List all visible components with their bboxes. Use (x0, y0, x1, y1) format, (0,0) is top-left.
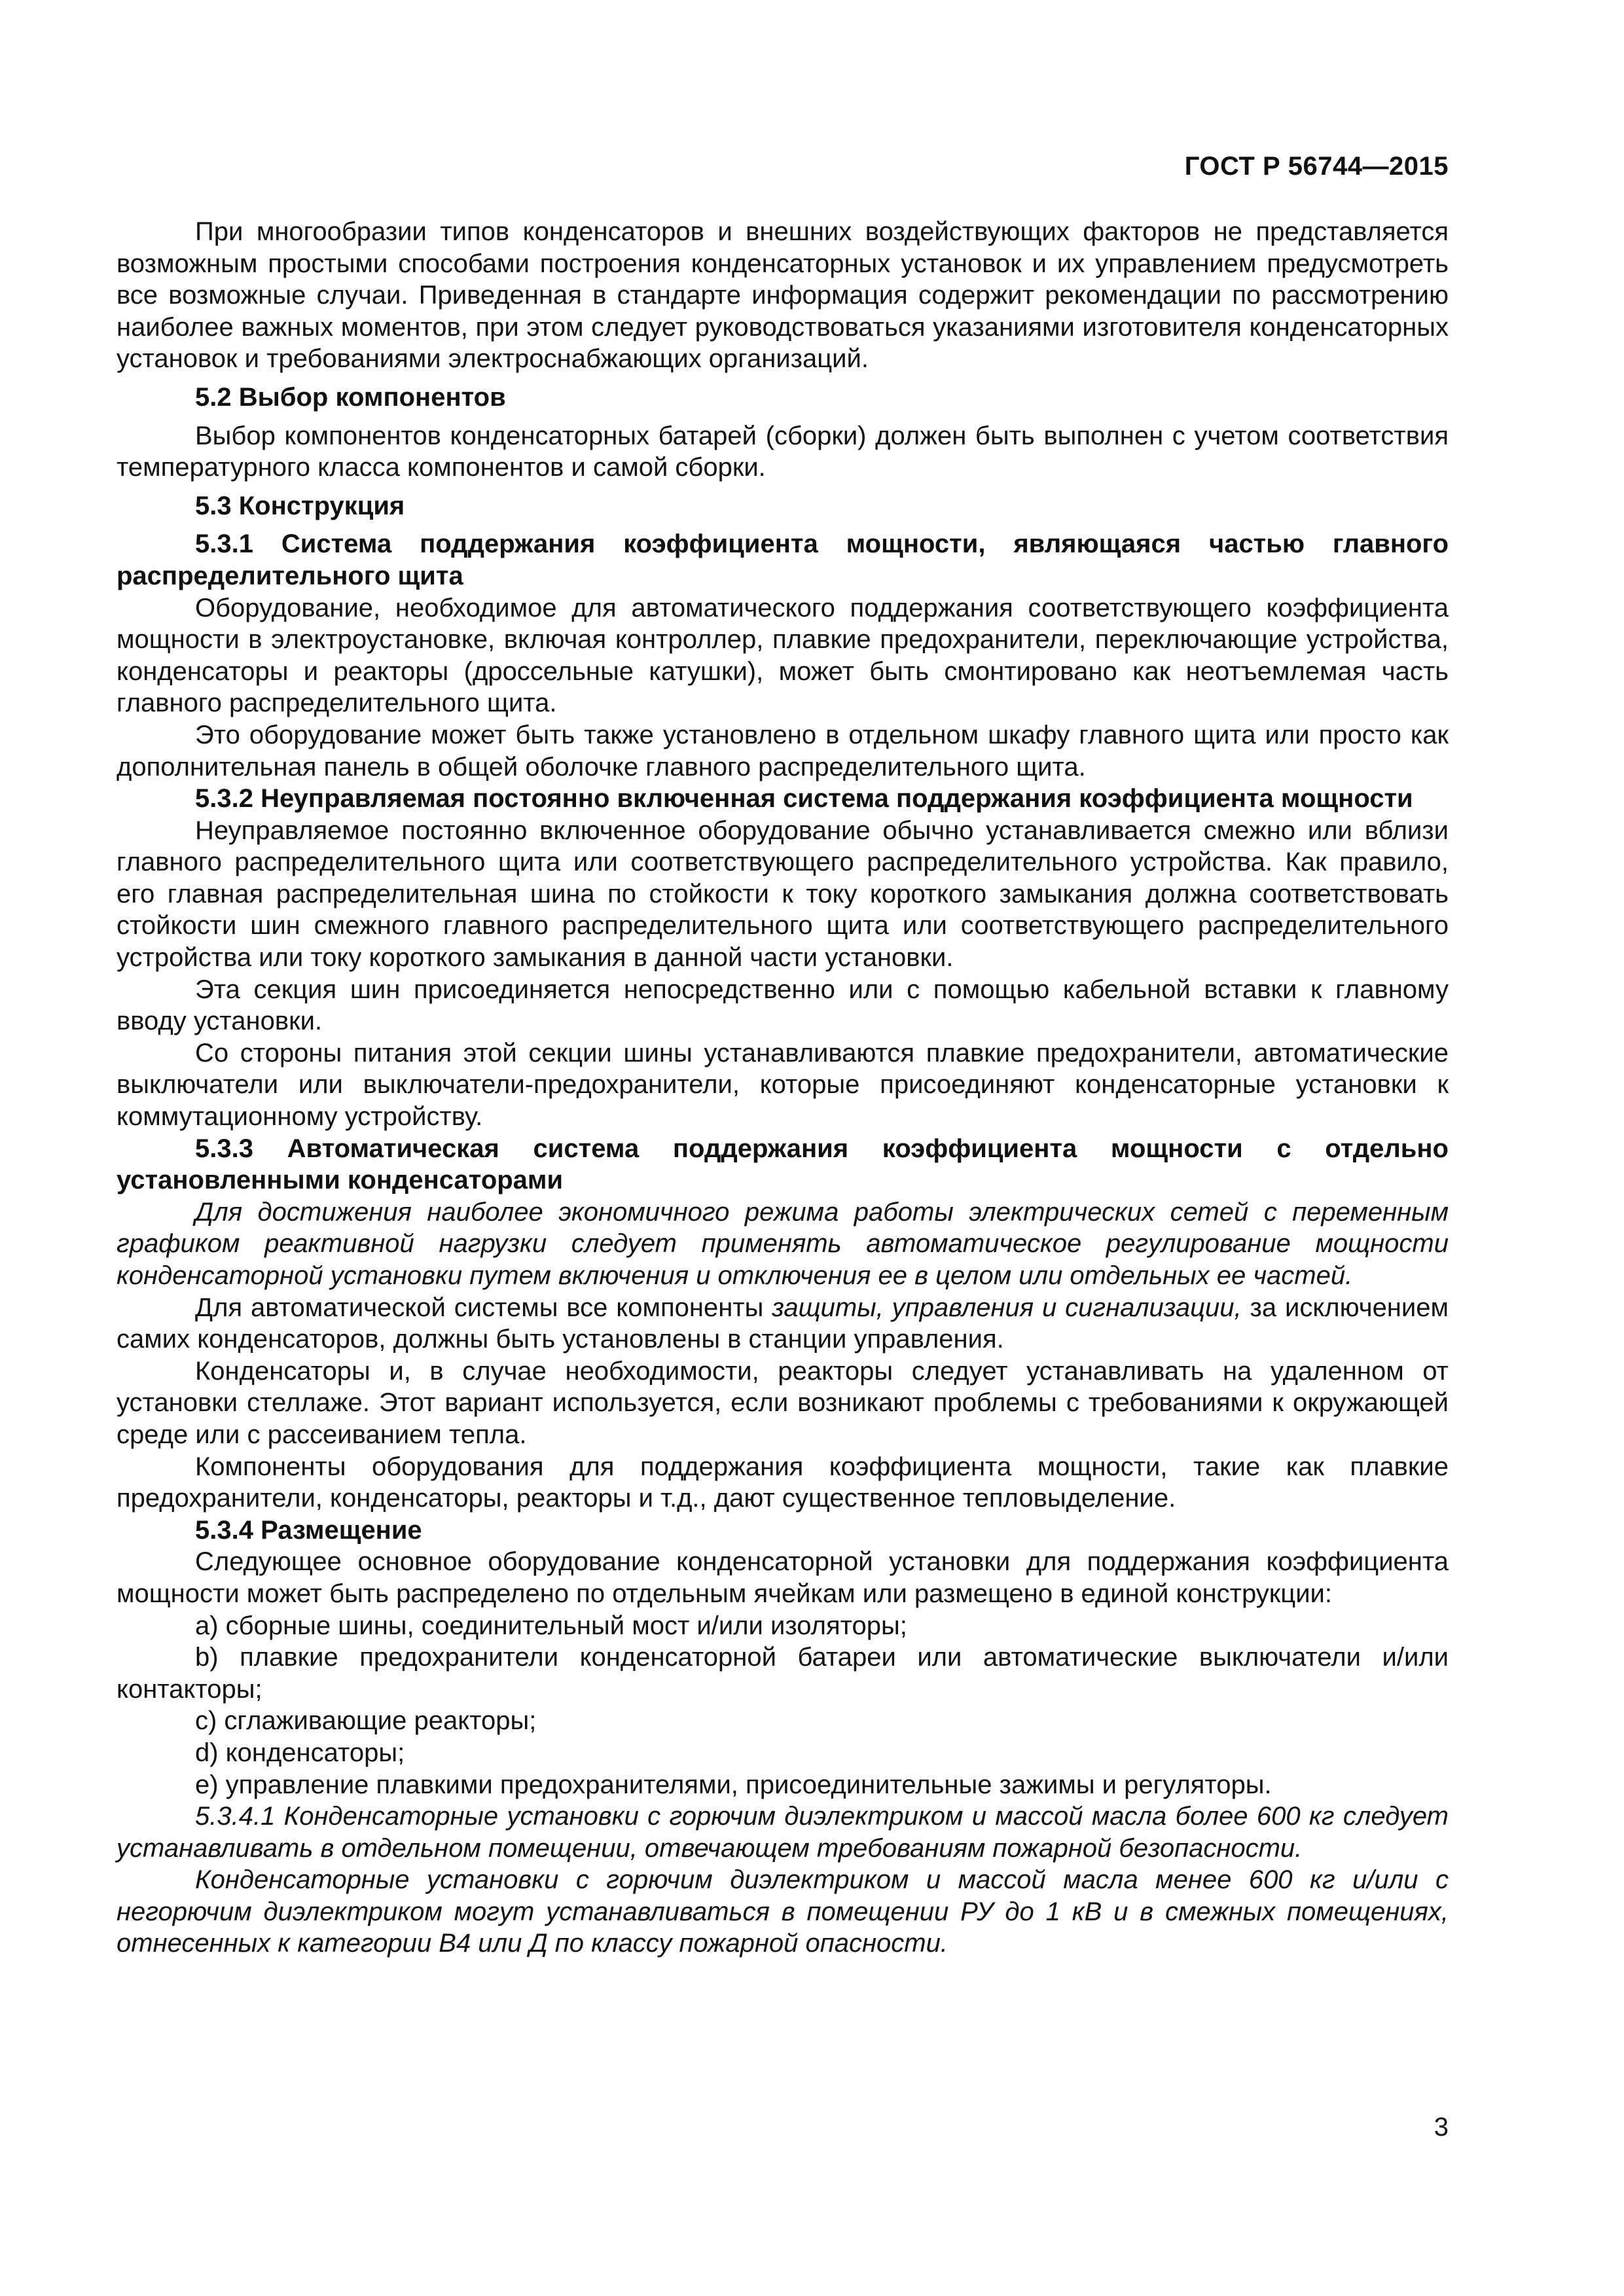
automatic-system-text-end: за исключением самих конденсаторов, должны быть установлены в станции управления. (117, 1293, 1449, 1354)
paragraph-remote-rack: Конденсаторы и, в случае необходимости, реакторы следует устанавливать на удаленном от установки стеллаже. Этот вариант используется, если возникают проблемы с требованиями к окружающей среде или с рассеиванием тепла. (117, 1356, 1449, 1449)
document-code-header: ГОСТ Р 56744—2015 (1184, 152, 1449, 181)
paragraph-components: Выбор компонентов конденсаторных батарей (сборки) должен быть выполнен с учетом соответствия температурного класса компонентов и самой сборки. (117, 421, 1449, 482)
paragraph-equipment: Оборудование, необходимое для автоматического поддержания соответствующего коэффициента мощности в электроустановке, включая контроллер, плавкие предохранители, переключающие устройства, конденсаторы и реакторы (дроссельные катушки), может быть смонтировано как неотъемлемая часть главного распределительного щита. (117, 593, 1449, 718)
section-heading-5-3-1: 5.3.1 Система поддержания коэффициента мощности, являющаяся частью главного распределительного щита (117, 529, 1449, 590)
paragraph-placement: Следующее основное оборудование конденсаторной установки для поддержания коэффициента мощности может быть распределено по отдельным ячейкам или размещено в единой конструкции: (117, 1547, 1449, 1608)
page-number: 3 (1434, 2113, 1449, 2142)
section-heading-5-2: 5.2 Выбор компонентов (195, 382, 506, 412)
automatic-system-italic-text: защиты, управления и сигнализации, (772, 1293, 1242, 1322)
section-heading-5-3-3: 5.3.3 Автоматическая система поддержания коэффициента мощности с отдельно установленными конденсаторами (117, 1134, 1449, 1195)
document-body (117, 216, 1449, 1960)
list-item-b: b) плавкие предохранители конденсаторной батареи или автоматические выключатели и/или контакторы; (117, 1643, 1449, 1704)
paragraph-separate-cabinet: Это оборудование может быть также установлено в отдельном шкафу главного щита или просто как дополнительная панель в общей оболочке главного распределительного щита. (117, 720, 1449, 781)
paragraph-heat-generation: Компоненты оборудования для поддержания коэффициента мощности, такие как плавкие предохранители, конденсаторы, реакторы и т.д., дают существенное тепловыделение. (117, 1452, 1449, 1513)
list-item-e: e) управление плавкими предохранителями, присоединительные зажимы и регуляторы. (195, 1770, 1272, 1799)
paragraph-automatic-system (117, 1292, 1449, 1355)
paragraph-unregulated: Неуправляемое постоянно включенное оборудование обычно устанавливается смежно или вблизи главного распределительного щита или соответствующего распределительного устройства. Как правило, его главная распределительная шина по стойкости к току короткого замыкания должна соответствовать стойкости шин смежного главного распределительного щита или соответствующего распределительного устройства или току короткого замыкания в данной части установки. (117, 816, 1449, 973)
intro-paragraph: При многообразии типов конденсаторов и внешних воздействующих факторов не представляется возможным простыми способами построения конденсаторных установок и их управлением предусмотреть все возможные случаи. Приведенная в стандарте информация содержит рекомендации по рассмотрению наиболее важных моментов, при этом следует руководствоваться указаниями изготовителя конденсаторных установок и требованиями электроснабжающих организаций. (117, 217, 1449, 374)
paragraph-5-3-4-1: 5.3.4.1 Конденсаторные установки с горючим диэлектриком и массой масла более 600 кг следует устанавливать в отдельном помещении, отвечающем требованиям пожарной безопасности. (117, 1802, 1449, 1863)
section-heading-5-3-2: 5.3.2 Неуправляемая постоянно включенная система поддержания коэффициента мощности (195, 784, 1413, 814)
section-heading-5-3-4: 5.3.4 Размещение (195, 1515, 422, 1545)
paragraph-flammable-dielectric: Конденсаторные установки с горючим диэлектриком и массой масла менее 600 кг и/или с негорючим диэлектриком могут устанавливаться в помещении РУ до 1 кВ и в смежных помещениях, отнесенных к категории В4 или Д по классу пожарной опасности. (117, 1865, 1449, 1958)
paragraph-bus-section: Эта секция шин присоединяется непосредственно или с помощью кабельной вставки к главному вводу установки. (117, 975, 1449, 1036)
list-item-d: d) конденсаторы; (195, 1738, 405, 1767)
list-item-c: c) сглаживающие реакторы; (195, 1706, 537, 1736)
section-heading-5-3: 5.3 Конструкция (195, 491, 405, 520)
automatic-system-text-start: Для автоматической системы все компоненты (195, 1293, 772, 1322)
paragraph-supply-side: Со стороны питания этой секции шины устанавливаются плавкие предохранители, автоматические выключатели или выключатели-предохранители, которые присоединяют конденсаторные установки к коммутационному устройству. (117, 1038, 1449, 1132)
list-item-a: a) сборные шины, соединительный мост и/или изоляторы; (195, 1611, 907, 1640)
paragraph-economic-mode: Для достижения наиболее экономичного режима работы электрических сетей с переменным графиком реактивной нагрузки следует применять автоматическое регулирование мощности конденсаторной установки путем включения и отключения ее в целом или отдельных ее частей. (117, 1197, 1449, 1290)
